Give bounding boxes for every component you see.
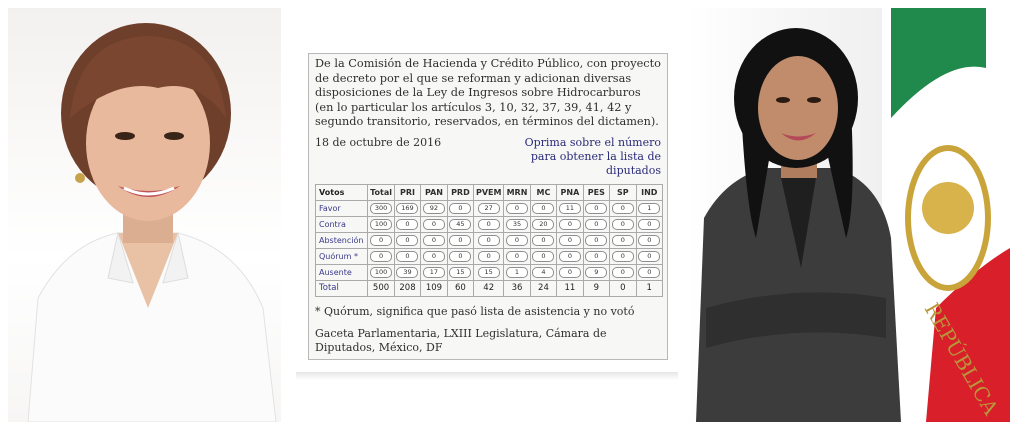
header-cell: PVEM	[474, 184, 504, 200]
vote-count-button[interactable]: 0	[449, 235, 471, 246]
vote-cell	[636, 200, 662, 216]
vote-count-button[interactable]: 0	[638, 235, 660, 246]
vote-cell	[474, 216, 504, 232]
total-cell: 0	[610, 280, 636, 296]
vote-count-button[interactable]: 0	[370, 251, 392, 262]
vote-count-button[interactable]: 0	[396, 219, 418, 230]
total-cell: 11	[557, 280, 583, 296]
vote-count-button[interactable]: 15	[478, 267, 500, 278]
vote-cell	[557, 248, 583, 264]
vote-count-button[interactable]: 0	[449, 251, 471, 262]
vote-cell	[557, 216, 583, 232]
vote-row-label: Abstención	[316, 232, 368, 248]
document-shadow	[296, 372, 678, 380]
header-cell: MC	[530, 184, 556, 200]
vote-cell	[557, 232, 583, 248]
vote-count-button[interactable]: 0	[638, 219, 660, 230]
vote-row-label: Ausente	[316, 264, 368, 280]
vote-cell	[583, 248, 609, 264]
vote-count-button[interactable]: 0	[506, 203, 528, 214]
vote-count-button[interactable]: 300	[370, 203, 392, 214]
vote-count-button[interactable]: 0	[449, 203, 471, 214]
header-cell: PAN	[421, 184, 447, 200]
vote-count-button[interactable]: 0	[585, 251, 607, 262]
vote-count-button[interactable]: 0	[396, 235, 418, 246]
vote-count-button[interactable]: 0	[612, 267, 634, 278]
vote-row	[316, 232, 663, 248]
header-cell: Total	[368, 184, 394, 200]
vote-row	[316, 200, 663, 216]
vote-cell	[447, 232, 473, 248]
total-cell: 109	[421, 280, 447, 296]
total-cell: 60	[447, 280, 473, 296]
vote-count-button[interactable]: 0	[638, 251, 660, 262]
vote-row-label: Quórum *	[316, 248, 368, 264]
total-cell: 1	[636, 280, 662, 296]
vote-cell	[610, 216, 636, 232]
vote-count-button[interactable]: 0	[638, 267, 660, 278]
total-cell: 42	[474, 280, 504, 296]
press-number-instruction: Oprima sobre el número para obtener la lista de diputados	[524, 135, 661, 177]
vote-cell	[368, 200, 394, 216]
vote-count-button[interactable]: 0	[478, 219, 500, 230]
portrait-left-photo	[8, 8, 281, 422]
header-cell: PRI	[394, 184, 420, 200]
vote-count-button[interactable]: 0	[585, 219, 607, 230]
vote-count-button[interactable]: 0	[612, 203, 634, 214]
votes-header-row	[316, 184, 663, 200]
vote-count-button[interactable]: 27	[478, 203, 500, 214]
vote-cell	[368, 232, 394, 248]
votes-table-body	[316, 200, 663, 296]
vote-count-button[interactable]: 100	[370, 267, 392, 278]
vote-cell	[474, 248, 504, 264]
vote-document	[308, 53, 668, 360]
header-cell: PES	[583, 184, 609, 200]
vote-cell	[530, 200, 556, 216]
date-row	[315, 136, 661, 178]
vote-cell	[368, 216, 394, 232]
vote-row-label: Favor	[316, 200, 368, 216]
vote-cell	[557, 200, 583, 216]
vote-count-button[interactable]: 15	[449, 267, 471, 278]
vote-cell	[610, 232, 636, 248]
vote-count-button[interactable]: 1	[638, 203, 660, 214]
vote-cell	[447, 216, 473, 232]
vote-count-button[interactable]: 0	[370, 235, 392, 246]
vote-count-button[interactable]: 0	[396, 251, 418, 262]
vote-date: 18 de octubre de 2016	[315, 135, 442, 149]
vote-row	[316, 264, 663, 280]
vote-cell	[421, 200, 447, 216]
vote-row-label: Contra	[316, 216, 368, 232]
vote-cell	[636, 248, 662, 264]
total-row-label: Total	[316, 280, 368, 296]
vote-count-button[interactable]: 0	[559, 251, 581, 262]
portrait-left-illustration	[8, 8, 281, 422]
vote-cell	[583, 232, 609, 248]
quorum-footnote: * Quórum, significa que pasó lista de asistencia y no votó	[315, 304, 635, 318]
flag-text: REPÚBLICA	[919, 298, 1004, 419]
vote-count-button[interactable]: 100	[370, 219, 392, 230]
vote-count-button[interactable]: 0	[612, 251, 634, 262]
vote-count-button[interactable]: 0	[585, 203, 607, 214]
vote-count-button[interactable]: 0	[423, 235, 445, 246]
vote-cell	[394, 232, 420, 248]
vote-cell	[421, 264, 447, 280]
vote-count-button[interactable]: 0	[612, 235, 634, 246]
vote-cell	[583, 264, 609, 280]
vote-cell	[530, 232, 556, 248]
vote-count-button[interactable]: 39	[396, 267, 418, 278]
vote-cell	[610, 200, 636, 216]
vote-cell	[447, 200, 473, 216]
vote-cell	[636, 216, 662, 232]
header-cell: SP	[610, 184, 636, 200]
total-cell: 36	[504, 280, 530, 296]
vote-cell	[610, 264, 636, 280]
vote-count-button[interactable]: 0	[532, 203, 554, 214]
vote-count-button[interactable]: 20	[532, 219, 554, 230]
vote-count-button[interactable]: 1	[506, 267, 528, 278]
votes-table	[315, 184, 663, 297]
vote-count-button[interactable]: 169	[396, 203, 418, 214]
portrait-right-photo	[686, 8, 1010, 422]
vote-cell	[583, 200, 609, 216]
vote-count-button[interactable]: 0	[612, 219, 634, 230]
vote-count-button[interactable]: 11	[559, 203, 581, 214]
vote-cell	[394, 248, 420, 264]
vote-cell	[474, 232, 504, 248]
vote-count-button[interactable]: 9	[585, 267, 607, 278]
vote-row	[316, 216, 663, 232]
vote-cell	[394, 200, 420, 216]
vote-cell	[421, 248, 447, 264]
header-cell: IND	[636, 184, 662, 200]
vote-cell	[610, 248, 636, 264]
vote-count-button[interactable]: 0	[478, 251, 500, 262]
vote-count-button[interactable]: 0	[532, 251, 554, 262]
total-cell: 9	[583, 280, 609, 296]
header-cell: MRN	[504, 184, 530, 200]
vote-cell	[504, 248, 530, 264]
vote-cell	[474, 264, 504, 280]
vote-cell	[504, 264, 530, 280]
vote-cell	[394, 216, 420, 232]
vote-cell	[394, 264, 420, 280]
vote-cell	[368, 264, 394, 280]
vote-cell	[636, 232, 662, 248]
vote-cell	[421, 216, 447, 232]
portrait-right-illustration	[686, 8, 1010, 422]
total-cell: 24	[530, 280, 556, 296]
vote-cell	[474, 200, 504, 216]
vote-cell	[636, 264, 662, 280]
vote-count-button[interactable]: 0	[532, 235, 554, 246]
gazette-source: Gaceta Parlamentaria, LXIII Legislatura, Cámara de Diputados, México, DF	[315, 326, 607, 354]
vote-count-button[interactable]: 0	[506, 251, 528, 262]
vote-cell	[504, 232, 530, 248]
vote-count-button[interactable]: 92	[423, 203, 445, 214]
header-cell: PNA	[557, 184, 583, 200]
vote-cell	[504, 216, 530, 232]
vote-count-button[interactable]: 0	[423, 219, 445, 230]
vote-count-button[interactable]: 0	[506, 235, 528, 246]
vote-count-button[interactable]: 0	[478, 235, 500, 246]
total-cell: 208	[394, 280, 420, 296]
vote-cell	[368, 248, 394, 264]
vote-cell	[530, 264, 556, 280]
header-cell: Votos	[316, 184, 368, 200]
document-intro: De la Comisión de Hacienda y Crédito Público, con proyecto de decreto por el que se reforman y adicionan diversas disposiciones de la Ley de Ingresos sobre Hidrocarburos (en lo particular los artículos 3, 10, 32, 37, 39, 41, 42 y segundo transitorio, reservados, en términos del dictamen).	[315, 57, 661, 128]
vote-count-button[interactable]: 17	[423, 267, 445, 278]
vote-cell	[421, 232, 447, 248]
vote-cell	[447, 264, 473, 280]
vote-count-button[interactable]: 0	[559, 235, 581, 246]
vote-cell	[557, 264, 583, 280]
vote-count-button[interactable]: 0	[559, 267, 581, 278]
vote-cell	[530, 248, 556, 264]
header-cell: PRD	[447, 184, 473, 200]
vote-count-button[interactable]: 45	[449, 219, 471, 230]
vote-count-button[interactable]: 0	[423, 251, 445, 262]
vote-count-button[interactable]: 35	[506, 219, 528, 230]
total-cell: 500	[368, 280, 394, 296]
vote-cell	[530, 216, 556, 232]
vote-cell	[447, 248, 473, 264]
vote-row	[316, 248, 663, 264]
total-row	[316, 280, 663, 296]
vote-cell	[583, 216, 609, 232]
vote-count-button[interactable]: 0	[585, 235, 607, 246]
vote-count-button[interactable]: 4	[532, 267, 554, 278]
vote-cell	[504, 200, 530, 216]
vote-count-button[interactable]: 0	[559, 219, 581, 230]
